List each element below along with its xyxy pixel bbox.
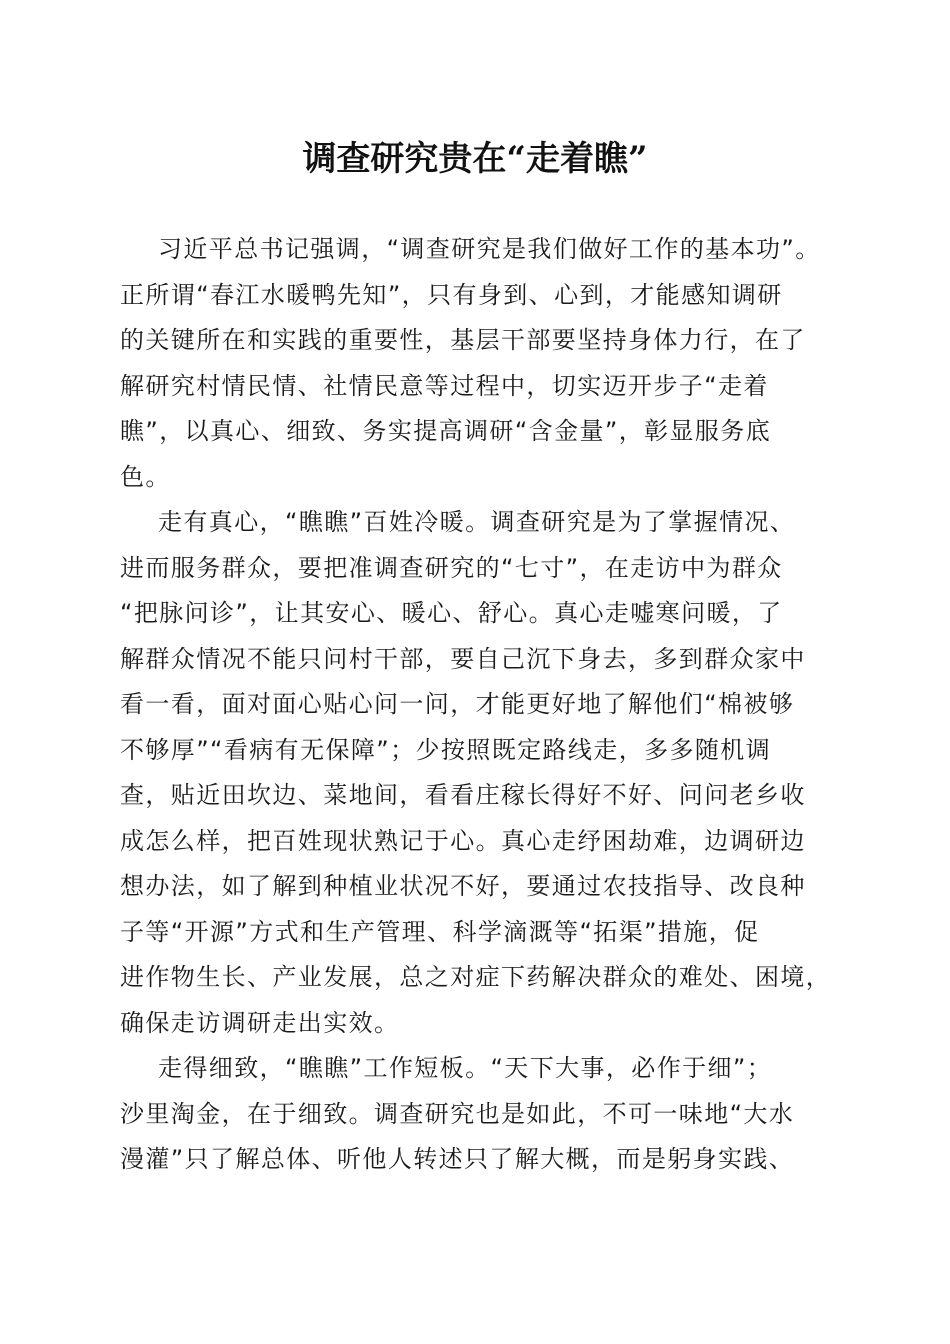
text-line: 不够厚”“看病有无保障”；少按照既定路线走，多多随机调 xyxy=(120,736,772,764)
text-line: 走有真心，“瞧瞧”百姓冷暖。调查研究是为了掌握情况、 xyxy=(158,508,796,536)
text-line: 解研究村情民情、社情民意等过程中，切实迈开步子“走着 xyxy=(120,372,769,400)
text-line: 瞧”，以真心、细致、务实提高调研“含金量”，彰显服务底 xyxy=(120,417,772,445)
text-line: 沙里淘金，在于细致。调查研究也是如此，不可一味地“大水 xyxy=(120,1100,795,1128)
text-line: 习近平总书记强调，“调查研究是我们做好工作的基本功”。 xyxy=(158,235,821,263)
text-line: 看一看，面对面心贴心问一问，才能更好地了解他们“棉被够 xyxy=(120,690,795,718)
text-line: 成怎么样，把百姓现状熟记于心。真心走纾困劫难，边调研边 xyxy=(120,827,806,855)
text-line: 的关键所在和实践的重要性，基层干部要坚持身体力行，在了 xyxy=(120,326,806,354)
text-line: 漫灌”只了解总体、听他人转述只了解大概，而是躬身实践、 xyxy=(120,1145,795,1173)
text-line: 解群众情况不能只问村干部，要自己沉下身去，多到群众家中 xyxy=(120,645,806,673)
text-line: 查，贴近田坎边、菜地间，看看庄稼长得好不好、问问老乡收 xyxy=(120,781,806,809)
text-line: 进作物生长、产业发展，总之对症下药解决群众的难处、困境， xyxy=(120,963,832,991)
text-line: 正所谓“春江水暖鸭先知”，只有身到、心到，才能感知调研 xyxy=(120,281,783,309)
text-line: 进而服务群众，要把准调查研究的“七寸”，在走访中为群众 xyxy=(120,554,783,582)
text-line: “把脉问诊”，让其安心、暖心、舒心。真心走嘘寒问暖，了 xyxy=(120,599,783,627)
text-line: 走得细致，“瞧瞧”工作短板。“天下大事，必作于细”； xyxy=(158,1054,773,1082)
document-title: 调查研究贵在“走着瞧” xyxy=(302,139,648,179)
text-line: 子等“开源”方式和生产管理、科学滴溉等“拓渠”措施，促 xyxy=(120,918,760,946)
text-line: 色。 xyxy=(120,463,171,491)
text-line: 确保走访调研走出实效。 xyxy=(120,1009,400,1037)
text-line: 想办法，如了解到种植业状况不好，要通过农技指导、改良种 xyxy=(120,872,806,900)
